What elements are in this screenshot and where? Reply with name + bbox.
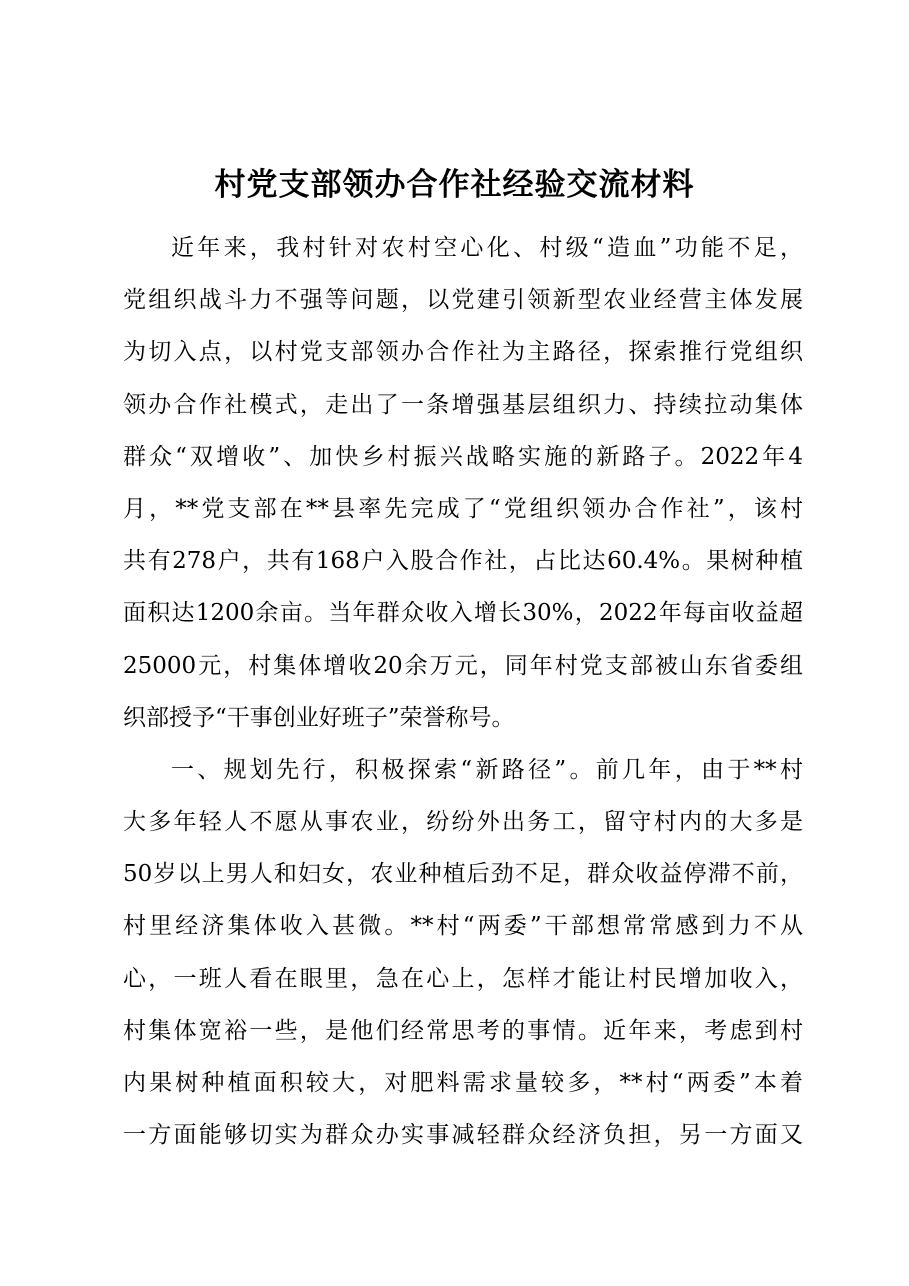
paragraph-line: 25000元，村集体增收20余万元，同年村党支部被山东省委组	[123, 652, 803, 679]
paragraph-line: 一、规划先行，积极探索“新路径”。前几年，由于**村	[171, 756, 803, 783]
paragraph-line: 村里经济集体收入甚微。**村“两委”干部想常常感到力不从	[123, 913, 803, 940]
paragraph-line: 群众“双增收”、加快乡村振兴战略实施的新路子。2022年4	[123, 443, 803, 470]
document-title: 村党支部领办合作社经验交流材料	[214, 167, 695, 203]
document-body	[123, 222, 803, 1161]
paragraph-line: 月，**党支部在**县率先完成了“党组织领办合作社”，该村	[123, 495, 803, 522]
paragraph-line: 50岁以上男人和妇女，农业种植后劲不足，群众收益停滞不前，	[123, 861, 803, 888]
paragraph-line: 面积达1200余亩。当年群众收入增长30%，2022年每亩收益超	[123, 600, 803, 627]
paragraph-line: 党组织战斗力不强等问题，以党建引领新型农业经营主体发展	[123, 287, 803, 314]
paragraph-line: 近年来，我村针对农村空心化、村级“造血”功能不足，	[171, 235, 803, 261]
paragraph-line: 领办合作社模式，走出了一条增强基层组织力、持续拉动集体	[123, 391, 803, 418]
paragraph-line: 内果树种植面积较大，对肥料需求量较多，**村“两委”本着	[123, 1070, 803, 1096]
paragraph-line: 织部授予“干事创业好班子”荣誉称号。	[123, 704, 515, 731]
paragraph-line: 共有278户，共有168户入股合作社，占比达60.4%。果树种植	[123, 548, 803, 575]
paragraph-line: 一方面能够切实为群众办实事减轻群众经济负担，另一方面又	[123, 1122, 803, 1149]
paragraph-line: 心，一班人看在眼里，急在心上，怎样才能让村民增加收入，	[123, 965, 803, 992]
paragraph-line: 大多年轻人不愿从事农业，纷纷外出务工，留守村内的大多是	[123, 809, 803, 836]
paragraph-line: 为切入点，以村党支部领办合作社为主路径，探索推行党组织	[123, 339, 803, 366]
paragraph-line: 村集体宽裕一些，是他们经常思考的事情。近年来，考虑到村	[123, 1017, 803, 1044]
